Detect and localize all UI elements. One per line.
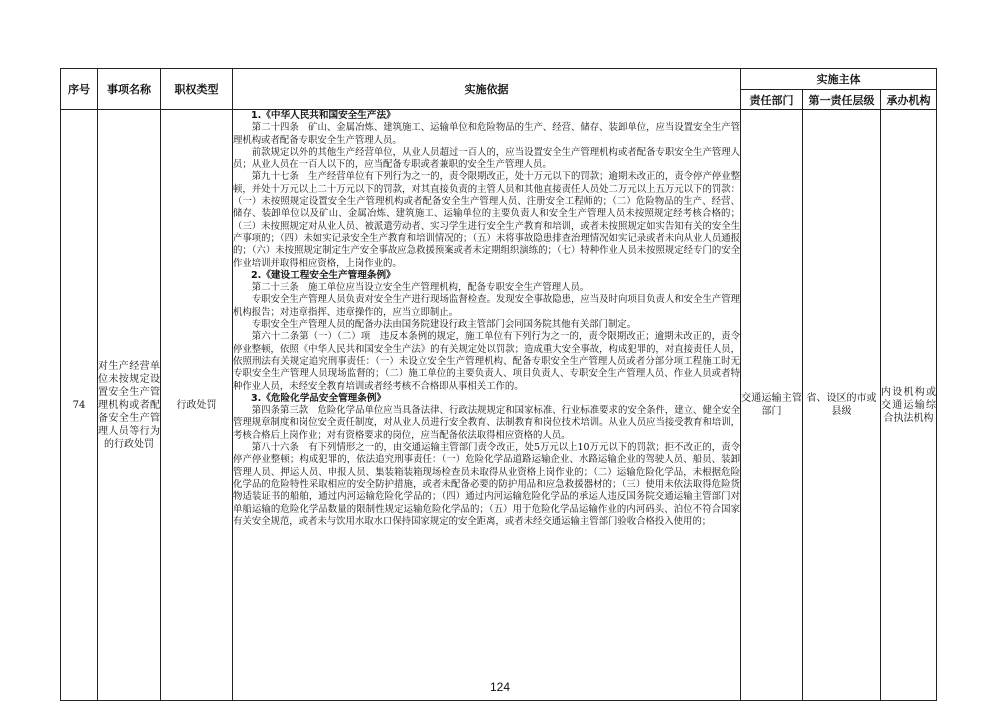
row-seq: 74 (61, 110, 98, 701)
table-row (61, 110, 937, 701)
page-number: 124 (489, 680, 511, 694)
basis-text (233, 110, 740, 698)
header-seq: 序号 (61, 69, 98, 110)
row-agency: 内设机构或交通运输综合执法机构 (881, 110, 937, 701)
basis-paragraph: 第四条第三款 危险化学品单位应当具备法律、行政法规规定和国家标准、行业标准要求的安全条件，建立、健全安全管理规章制度和岗位安全责任制度，对从业人员进行安全教育、法制教育和岗位技术培训。从业人员应当接受教育和培训，考核合格后上岗作业；对有资格要求的岗位，应当配备依法取得相应资格的人员。 (233, 405, 740, 441)
basis-paragraph: 第二十三条 施工单位应当设立安全生产管理机构，配备专职安全生产管理人员。 (251, 282, 590, 294)
row-basis (233, 110, 741, 701)
basis-paragraph: 前款规定以外的其他生产经营单位，从业人员超过一百人的，应当设置安全生产管理机构或者配备专职安全生产管理人员；从业人员在一百人以下的，应当配备专职或者兼职的安全生产管理人员。 (233, 146, 740, 171)
row-dept: 交通运输主管部门 (741, 110, 803, 701)
law-title: 3.《危险化学品安全管理条例》 (251, 392, 387, 404)
basis-paragraph: 第二十四条 矿山、金属冶炼、建筑施工、运输单位和危险物品的生产、经营、储存、装卸单位，应当设置安全生产管理机构或者配备专职安全生产管理人员。 (233, 122, 740, 146)
basis-paragraph: 专职安全生产管理人员的配备办法由国务院建设行政主管部门会同国务院其他有关部门制定。 (251, 319, 637, 331)
regulation-table (60, 68, 937, 701)
row-level: 省、设区的市或县级 (803, 110, 881, 701)
header-item-name: 事项名称 (98, 69, 161, 110)
header-agency: 承办机构 (881, 90, 937, 110)
basis-paragraph: 第八十六条 有下列情形之一的，由交通运输主管部门责令改正，处5万元以上10万元以下的罚款；拒不改正的，责令停产停业整顿；构成犯罪的，依法追究刑事责任：（一）危险化学品道路运输企业、水路运输企业的驾驶人员、船员、装卸管理人员、押运人员、申报人员、集装箱装箱现场检查员未取得从业资格上岗作业的；（二）运输危险化学品，未根据危险化学品的危险特性采取相应的安全防护措施，或者未配备必要的防护用品和应急救援器材的；（三）使用未依法取得危险货物适装证书的船舶，通过内河运输危险化学品的；（四）通过内河运输危险化学品的承运人违反国务院交通运输主管部门对单船运输的危险化学品数量的限制性规定运输危险化学品的；（五）用于危险化学品运输作业的内河码头、泊位不符合国家有关安全规范，或者未与饮用水取水口保持国家规定的安全距离，或者未经交通运输主管部门验收合格投入使用的； (233, 442, 740, 527)
header-basis: 实施依据 (233, 69, 741, 110)
header-level: 第一责任层级 (803, 90, 881, 110)
row-power-type: 行政处罚 (161, 110, 233, 701)
basis-paragraph: 专职安全生产管理人员负责对安全生产进行现场监督检查。发现安全事故隐患，应当及时向项目负责人和安全生产管理机构报告；对违章指挥、违章操作的，应当立即制止。 (233, 294, 740, 318)
basis-paragraph: 第九十七条 生产经营单位有下列行为之一的，责令限期改正，处十万元以下的罚款；逾期未改正的，责令停产停业整顿，并处十万元以上二十万元以下的罚款，对其直接负责的主管人员和其他直接责任人员处二万元以上五万元以下的罚款：（一）未按照规定设置安全生产管理机构或者配备安全生产管理人员、注册安全工程师的；（二）危险物品的生产、经营、储存、装卸单位以及矿山、金属冶炼、建筑施工、运输单位的主要负责人和安全生产管理人员未按照规定经考核合格的；（三）未按照规定对从业人员、被派遣劳动者、实习学生进行安全生产教育和培训，或者未按照规定如实告知有关的安全生产事项的；（四）未如实记录安全生产教育和培训情况的；（五）未将事故隐患排查治理情况如实记录或者未向从业人员通报的；（六）未按照规定制定生产安全事故应急救援预案或者未定期组织演练的；（七）特种作业人员未按照规定经专门的安全作业培训并取得相应资格，上岗作业的。 (233, 171, 740, 269)
law-title: 2.《建设工程安全生产管理条例》 (251, 269, 396, 281)
law-title: 1.《中华人民共和国安全生产法》 (251, 110, 396, 121)
header-subject: 实施主体 (741, 69, 937, 90)
header-power-type: 职权类型 (161, 69, 233, 110)
basis-paragraph: 第六十二条第（一）（二）项 违反本条例的规定，施工单位有下列行为之一的，责令限期改正；逾期未改正的，责令停业整顿，依照《中华人民共和国安全生产法》的有关规定处以罚款；造成重大安全事故，构成犯罪的，对直接责任人员，依照刑法有关规定追究刑事责任：（一）未设立安全生产管理机构、配备专职安全生产管理人员或者分部分项工程施工时无专职安全生产管理人员现场监督的；（二）施工单位的主要负责人、项目负责人、专职安全生产管理人员、作业人员或者特种作业人员，未经安全教育培训或者经考核不合格即从事相关工作的。 (233, 331, 740, 392)
header-dept: 责任部门 (741, 90, 803, 110)
row-item-name: 对生产经营单位未按规定设置安全生产管理机构或者配备安全生产管理人员等行为的行政处罚 (98, 110, 161, 701)
